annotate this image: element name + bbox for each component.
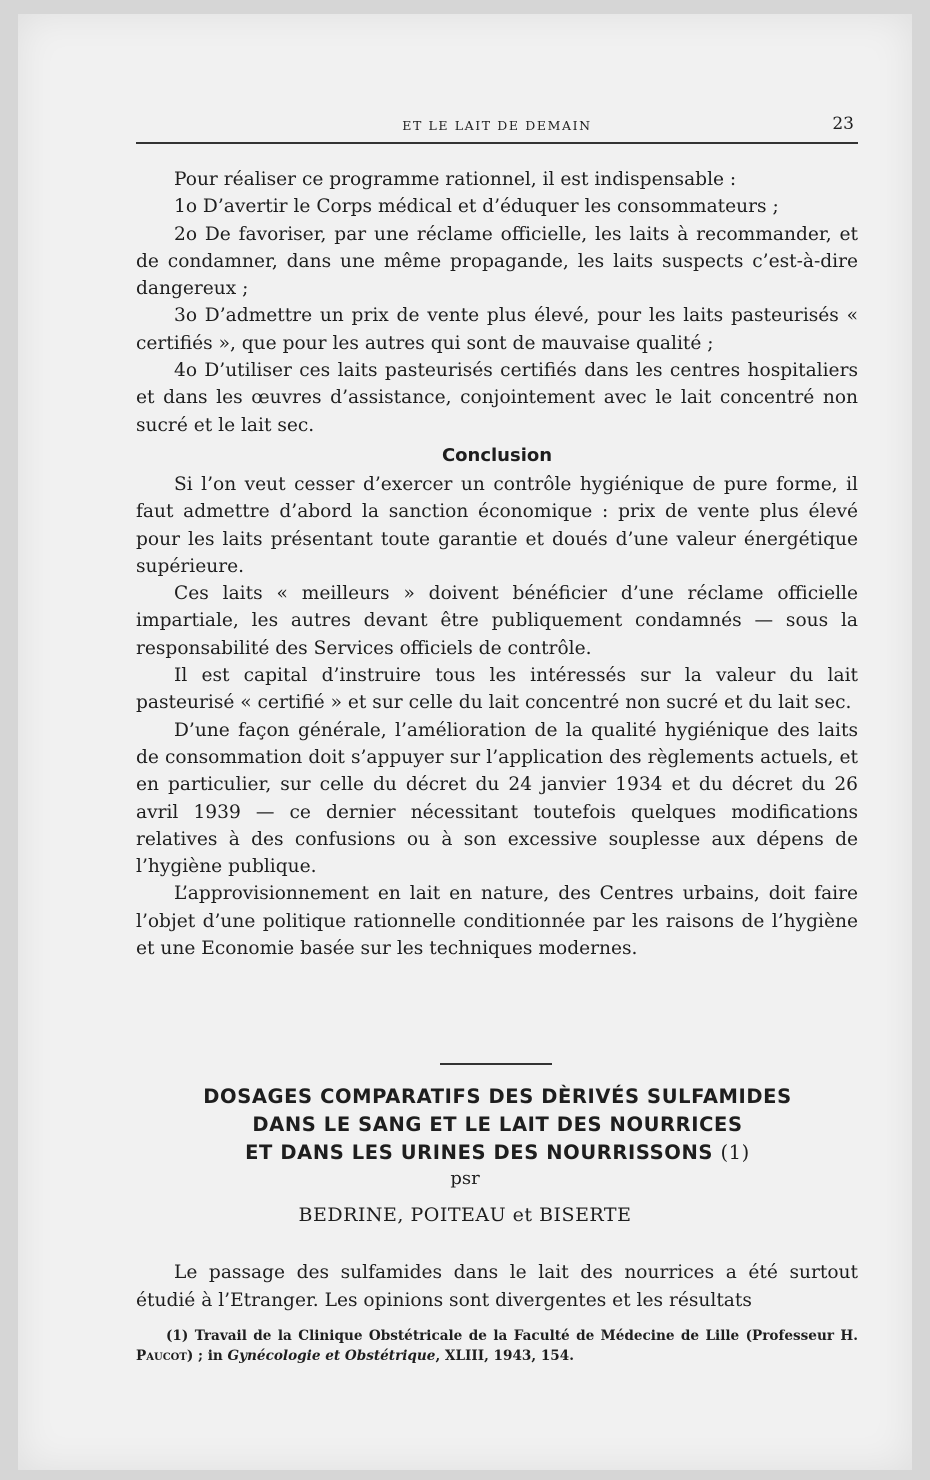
paragraph: 3o D’admettre un prix de vente plus élevé, pour les laits pasteurisés « certifiés », que pour les autres qui sont de mauvaise qualité ;: [136, 305, 858, 354]
article-title: [130, 1083, 865, 1167]
footnote-text-part: ) ; in: [186, 1348, 228, 1364]
footnote-reference: (1): [720, 1141, 750, 1164]
article-title-line: DANS LE SANG ET LE LAIT DES NOURRICES: [252, 1113, 743, 1136]
article-title-line: DOSAGES COMPARATIFS DES DÈRIVÉS SULFAMIDES: [203, 1085, 792, 1108]
paragraph: Si l’on veut cesser d’exercer un contrôle hygiénique de pure forme, il faut admettre d’abord la sanction économique : prix de vente plus élevé pour les laits présentant toute garantie et doués d’une valeur énergétique supérieure.: [136, 473, 858, 577]
article-title-line: [130, 1139, 865, 1167]
section-divider: [440, 1063, 552, 1065]
paragraph: Le passage des sulfamides dans le lait des nourrices a été surtout étudié à l’Etranger. Les opinions sont divergentes et les résultats: [136, 1262, 858, 1311]
footnote-text-part: , XLIII, 1943, 154.: [435, 1348, 574, 1364]
paragraph: 1o D’avertir le Corps médical et d’éduquer les consommateurs ;: [174, 196, 779, 218]
paragraph: D’une façon générale, l’amélioration de la qualité hygiénique des laits de consommation doit s’appuyer sur l’application des règlements actuels, et en particulier, sur celle du décret du 24 janvier 1934 et du décret du 26 avril 1939 — ce dernier nécessitant toutefois quelques modifications relatives à des confusions ou à son excessive souplesse aux dépens de l’hygiène publique.: [136, 719, 858, 878]
paragraph: 2o De favoriser, par une réclame officielle, les laits à recommander, et de condamner, dans une même propagande, les laits suspects c’est-à-dire dangereux ;: [136, 223, 858, 300]
footnote-professor-name: Paucot: [136, 1348, 187, 1364]
footnote: [136, 1326, 858, 1366]
footnote-text-part: (1) Travail de la Clinique Obstétricale de la Faculté de Médecine de Lille (Professeur H.: [166, 1328, 858, 1344]
running-title: ET LE LAIT DE DEMAIN: [402, 118, 592, 133]
paragraph: L’approvisionnement en lait en nature, des Centres urbains, doit faire l’objet d’une politique rationnelle conditionnée par les raisons de l’hygiène et une Economie basée sur les techniques modernes.: [136, 883, 858, 960]
paragraph: Pour réaliser ce programme rationnel, il est indispensable :: [174, 169, 737, 190]
paragraph: 4o D’utiliser ces laits pasteurisés certifiés dans les centres hospitaliers et dans les œuvres d’assistance, conjointement avec le lait concentré non sucré et le lait sec.: [136, 360, 858, 436]
article-title-line-text: ET DANS LES URINES DES NOURRISSONS: [245, 1141, 714, 1164]
authors: BEDRINE, POITEAU et BISERTE: [298, 1204, 632, 1226]
page: [18, 14, 912, 1470]
page-number: 23: [832, 114, 854, 134]
paragraph: Ces laits « meilleurs » doivent bénéficier d’une réclame officielle impartiale, les autres devant être publiquement condamnés — sous la responsabilité des Services officiels de contrôle.: [136, 583, 858, 659]
body-text: [136, 166, 858, 962]
footnote-text: [136, 1326, 858, 1366]
running-head: [136, 114, 858, 144]
paragraph: Il est capital d’instruire tous les intéressés sur la valeur du lait pasteurisé « certifié » et sur celle du lait concentré non sucré et du lait sec.: [136, 665, 858, 714]
footnote-journal: Gynécologie et Obstétrique: [227, 1348, 436, 1364]
section-heading-conclusion: Conclusion: [441, 444, 553, 466]
byline-prefix: psr: [450, 1168, 480, 1189]
lead-text: [136, 1259, 858, 1314]
